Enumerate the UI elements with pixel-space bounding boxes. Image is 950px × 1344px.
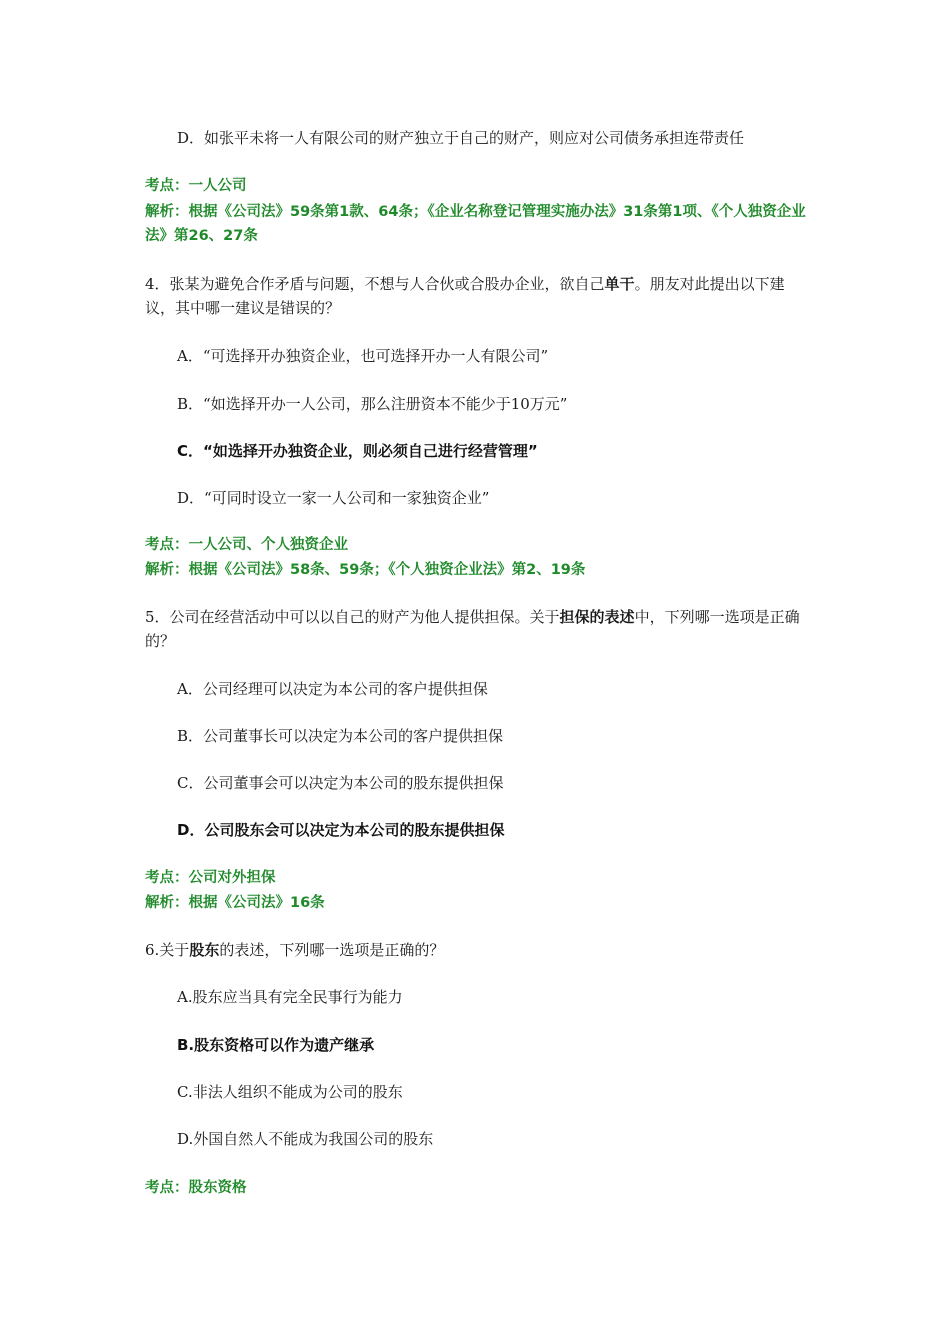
q5-jiexi: 解析：根据《公司法》16条 <box>145 895 325 911</box>
q3-jiexi: 解析：根据《公司法》59条第1款、64条；《企业名称登记管理实施办法》31条第1项、《个人独资企业法》第26、27条 <box>145 204 806 244</box>
q4-jiexi: 解析：根据《公司法》58条、59条；《个人独资企业法》第2、19条 <box>145 562 586 578</box>
q6-option-c: C.非法人组织不能成为公司的股东 <box>177 1083 403 1101</box>
q5-kaodian: 考点：公司对外担保 <box>145 870 276 886</box>
q5-stem-keyword: 担保的表述 <box>559 608 635 626</box>
q4-option-d: D．“可同时设立一家一人公司和一家独资企业” <box>177 489 490 507</box>
q4-stem <box>145 272 810 320</box>
q6-kaodian: 考点：股东资格 <box>145 1180 247 1196</box>
q6-option-d: D.外国自然人不能成为我国公司的股东 <box>177 1130 434 1148</box>
q5-stem-pre: 5．公司在经营活动中可以以自己的财产为他人提供担保。关于 <box>145 608 560 626</box>
q5-option-c: C．公司董事会可以决定为本公司的股东提供担保 <box>177 774 504 792</box>
q6-option-a: A.股东应当具有完全民事行为能力 <box>177 988 403 1006</box>
q4-stem-post: 。朋友对此提出以下建议，其中哪一建议是错误的？ <box>145 275 785 317</box>
q5-option-d-correct: D．公司股东会可以决定为本公司的股东提供担保 <box>177 821 505 839</box>
q4-option-a: A．“可选择开办独资企业，也可选择开办一人有限公司” <box>177 347 549 365</box>
q3-kaodian: 考点：一人公司 <box>145 178 247 194</box>
q4-stem-pre: 4．张某为避免合作矛盾与问题，不想与人合伙或合股办企业，欲自己 <box>145 275 605 293</box>
q5-option-a: A．公司经理可以决定为本公司的客户提供担保 <box>177 680 488 698</box>
q6-stem-post: 的表述，下列哪一选项是正确的？ <box>219 941 445 959</box>
q4-option-c-correct: C．“如选择开办独资企业，则必须自己进行经营管理” <box>177 442 538 460</box>
q5-option-b: B．公司董事长可以决定为本公司的客户提供担保 <box>177 727 504 745</box>
q6-option-b-correct: B.股东资格可以作为遗产继承 <box>177 1036 375 1054</box>
q4-kaodian: 考点：一人公司、个人独资企业 <box>145 537 348 553</box>
q6-stem-keyword: 股东 <box>189 941 220 959</box>
q5-stem <box>145 605 810 653</box>
q6-stem <box>145 938 810 962</box>
q4-stem-keyword: 单干 <box>604 275 635 293</box>
q5-stem-post: 中，下列哪一选项是正确的？ <box>145 608 800 650</box>
q6-stem-pre: 6.关于 <box>145 941 190 959</box>
q3-option-d: D．如张平未将一人有限公司的财产独立于自己的财产，则应对公司债务承担连带责任 <box>177 129 745 147</box>
q4-option-b: B．“如选择开办一人公司，那么注册资本不能少于10万元” <box>177 395 568 413</box>
